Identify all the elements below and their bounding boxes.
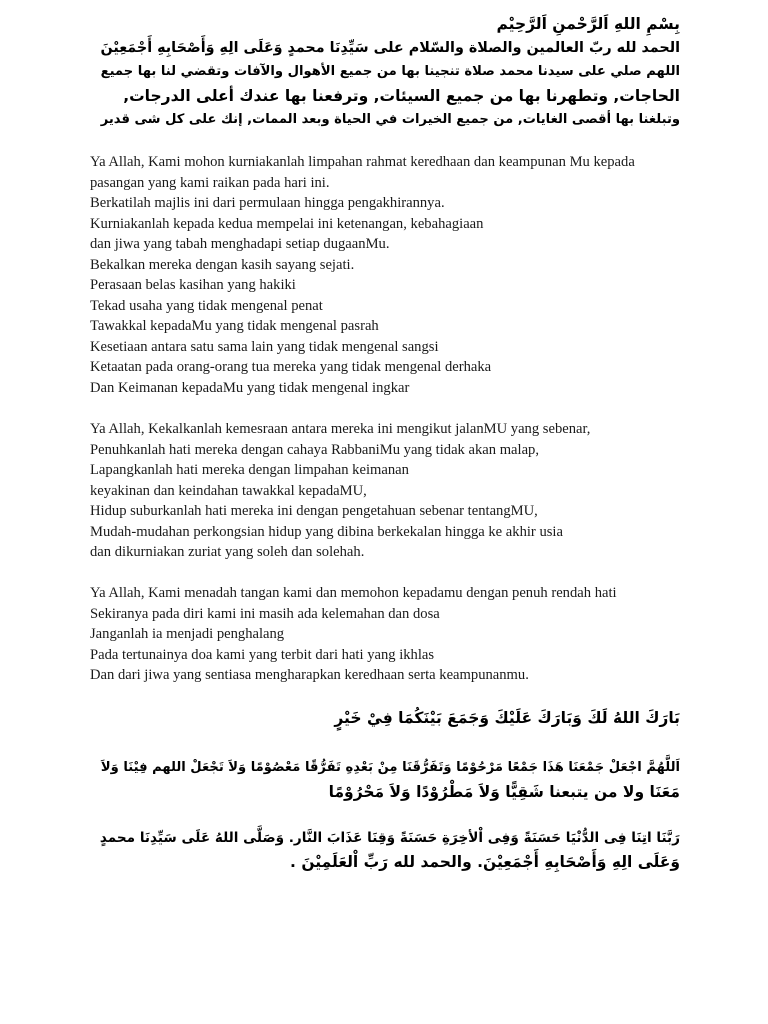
text-line: Hidup suburkanlah hati mereka ini dengan pengetahuan sebenar tentangMU, (90, 503, 538, 519)
text-line: Tekad usaha yang tidak mengenal penat (90, 297, 323, 314)
text-line: Dan dari jiwa yang sentiasa mengharapkan keredhaan serta keampunanmu. (90, 667, 529, 683)
text-line: Kurniakanlah kepada kedua mempelai ini ketenangan, kebahagiaan (90, 215, 484, 232)
text-line: Ya Allah, Kekalkanlah kemesraan antara mereka ini mengikut jalanMU yang sebenar, (90, 421, 591, 437)
text-line: Lapangkanlah hati mereka dengan limpahan keimanan (90, 462, 409, 478)
text-line: Berkatilah majlis ini dari permulaan hingga pengakhirannya. (90, 195, 445, 211)
arabic-line: بِسْمِ اللهِ اَلرَّحْمنِ اَلرَّحِيْم (496, 15, 680, 33)
text-line: Pada tertunainya doa kami yang terbit dari hati yang ikhlas (90, 646, 435, 663)
text-line: Janganlah ia menjadi penghalang (90, 626, 285, 642)
text-line: Perasaan belas kasihan yang hakiki (90, 277, 296, 293)
arabic-line: مَعَنَا ولا من يتبعنا شَقِيًّا وَلاَ مَطْرُوْدًا وَلاَ مَحْرُوْمًا (328, 783, 680, 801)
arabic-line: اللهم صلي على سيدنا محمد صلاة تنجينا بها من جميع الأهوال والآفات وتقضي لنا بها جميع (100, 64, 680, 79)
arabic-line: بَارَكَ اللهُ لَكَ وَبَارَكَ عَلَيْكَ وَجَمَعَ بَيْنَكُمَا فِيْ خَيْرٍ (334, 709, 680, 727)
arabic-line: الحاجات, وتطهرنا بها من جميع السيئات, وترفعنا بها عندك أعلى الدرجات, (123, 87, 680, 105)
text-line: dan dikurniakan zuriat yang soleh dan solehah. (90, 544, 365, 560)
opening-arabic-prayer (88, 12, 680, 132)
text-line: Ya Allah, Kami menadah tangan kami dan memohon kepadamu dengan penuh rendah hati (90, 585, 617, 601)
text-line: keyakinan dan keindahan tawakkal kepadaMU, (90, 482, 367, 499)
text-line: Bekalkan mereka dengan kasih sayang sejati. (90, 256, 355, 273)
text-line: Tawakkal kepadaMu yang tidak mengenal pasrah (90, 318, 379, 334)
closing-arabic-prayer (88, 756, 680, 804)
text-line: Dan Keimanan kepadaMu yang tidak mengenal ingkar (90, 379, 410, 396)
arabic-line: وتبلغنا بها أقصى الغايات, من جميع الخيرات في الحياة وبعد الممات, إنك على كل شى قدير (100, 112, 680, 127)
arabic-line: اَللَّهُمَّ اجْعَلْ جَمْعَنَا هَذَا جَمْعًا مَرْحُوْمًا وَتَفَرُّقَنَا مِنْ بَعْدِهِ تَفَرُّقًا مَعْصُوْمًا وَلاَ تَجْعَلْ اللهم فِيْنَا وَلاَ (100, 760, 680, 775)
arabic-line: وَعَلَى الِهِ وَأَصْحَابِهِ أَجْمَعِيْنَ. والحمد لله رَبِّ اْلعَلَمِيْنَ . (290, 853, 680, 871)
text-line: Kesetiaan antara satu sama lain yang tidak mengenal sangsi (90, 338, 439, 355)
text-line: Sekiranya pada diri kami ini masih ada kelemahan dan dosa (90, 605, 440, 622)
arabic-line: رَبَّنَا اتِنَا فِى الدُّنْيَا حَسَنَةً وَفِى اْلأخِرَةِ حَسَنَةً وَقِنَا عَذَابَ النَّار. وَصَلَّى اللهُ عَلَى سَيِّدِنَا محمدٍ (99, 830, 680, 846)
text-line: dan jiwa yang tabah menghadapi setiap dugaanMu. (90, 236, 390, 252)
malay-paragraph-2 (90, 419, 690, 563)
text-line: Mudah-mudahan perkongsian hidup yang dibina berkekalan hingga ke akhir usia (90, 523, 563, 540)
text-line: Ketaatan pada orang-orang tua mereka yang tidak mengenal derhaka (90, 359, 492, 375)
text-line: pasangan yang kami raikan pada hari ini. (90, 174, 330, 191)
closing-arabic-blessing (88, 706, 680, 730)
text-line: Ya Allah, Kami mohon kurniakanlah limpahan rahmat keredhaan dan keampunan Mu kepada (90, 154, 635, 170)
closing-arabic-doa (88, 826, 680, 874)
arabic-line: الحمد لله ربّ العالمين والصلاة والسّلام على سَيِّدِنَا محمدٍ وَعَلَى الِهِ وَأَصْحَابِهِ أَجْمَعِيْنَ (100, 40, 680, 56)
malay-paragraph-3 (90, 583, 690, 686)
malay-paragraph-1 (90, 152, 690, 398)
text-line: Penuhkanlah hati mereka dengan cahaya RabbaniMu yang tidak akan malap, (90, 441, 540, 458)
